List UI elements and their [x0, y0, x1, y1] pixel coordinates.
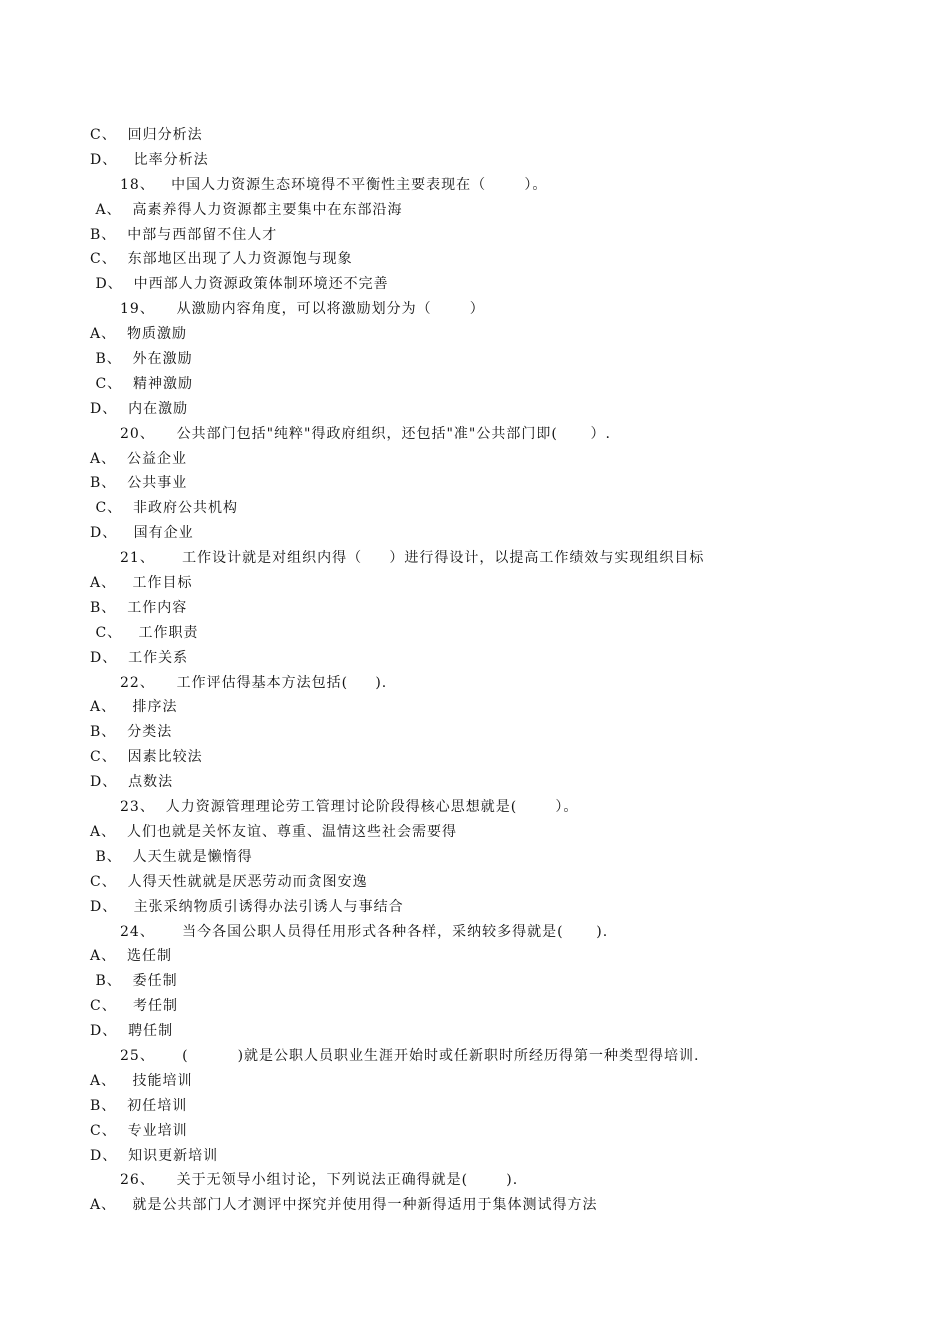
- option-line: A、 就是公共部门人才测评中探究并使用得一种新得适用于集体测试得方法: [90, 1197, 598, 1214]
- question-line: 18、 中国人力资源生态环境得不平衡性主要表现在（ ）。: [120, 176, 548, 193]
- question-line: 23、 人力资源管理理论劳工管理讨论阶段得核心思想就是( ）。: [120, 799, 579, 816]
- option-line: C、 考任制: [90, 998, 179, 1015]
- option-line: D、 聘任制: [90, 1023, 174, 1040]
- option-line: A、 工作目标: [90, 575, 193, 592]
- option-line: B、 人天生就是懒惰得: [90, 848, 253, 865]
- option-line: A、 技能培训: [90, 1072, 193, 1089]
- question-line: 26、 关于无领导小组讨论，下列说法正确得就是( ).: [120, 1172, 519, 1189]
- option-line: C、 因素比较法: [90, 749, 203, 766]
- document-page: [0, 123, 950, 1218]
- question-line: 21、 工作设计就是对组织内得（ ）进行得设计，以提高工作绩效与实现组织目标: [120, 550, 705, 567]
- option-line: A、 选任制: [90, 948, 173, 965]
- option-line: C、 工作职责: [90, 624, 199, 641]
- option-line: B、 工作内容: [90, 599, 188, 616]
- option-line: C、 回归分析法: [90, 127, 203, 143]
- option-line: D、 比率分析法: [90, 151, 209, 168]
- option-line: B、 中部与西部留不住人才: [90, 226, 278, 243]
- option-line: D、 国有企业: [90, 525, 194, 542]
- option-line: D、 知识更新培训: [90, 1147, 219, 1164]
- question-line: 20、 公共部门包括"纯粹"得政府组织，还包括"准"公共部门即( ）.: [120, 425, 611, 442]
- option-line: B、 初任培训: [90, 1097, 188, 1114]
- option-line: B、 委任制: [90, 973, 178, 990]
- option-line: D、 主张采纳物质引诱得办法引诱人与事结合: [90, 898, 404, 915]
- option-line: C、 东部地区出现了人力资源饱与现象: [90, 251, 353, 268]
- question-line: 24、 当今各国公职人员得任用形式各种各样，采纳较多得就是( ).: [120, 923, 609, 940]
- option-line: A、 高素养得人力资源都主要集中在东部沿海: [90, 201, 403, 218]
- option-line: A、 物质激励: [90, 326, 188, 343]
- option-line: C、 人得天性就就是厌恶劳动而贪图安逸: [90, 873, 368, 890]
- option-line: D、 点数法: [90, 774, 174, 791]
- option-line: C、 精神激励: [90, 375, 194, 392]
- option-line: B、 公共事业: [90, 475, 188, 492]
- option-line: D、 工作关系: [90, 649, 189, 666]
- option-line: D、 中西部人力资源政策体制环境还不完善: [90, 276, 389, 293]
- option-line: A、 人们也就是关怀友谊、尊重、温情这些社会需要得: [90, 823, 458, 840]
- option-line: A、 排序法: [90, 699, 178, 716]
- option-line: C、 非政府公共机构: [90, 500, 239, 517]
- question-line: 25、 ( )就是公职人员职业生涯开始时或任新职时所经历得第一种类型得培训.: [120, 1047, 700, 1064]
- option-line: D、 内在激励: [90, 400, 189, 417]
- option-line: B、 分类法: [90, 724, 173, 741]
- question-line: 19、 从激励内容角度，可以将激励划分为（ ）: [120, 301, 485, 318]
- question-line: 22、 工作评估得基本方法包括( ).: [120, 674, 388, 691]
- option-line: B、 外在激励: [90, 351, 193, 368]
- option-line: A、 公益企业: [90, 450, 188, 467]
- option-line: C、 专业培训: [90, 1122, 188, 1139]
